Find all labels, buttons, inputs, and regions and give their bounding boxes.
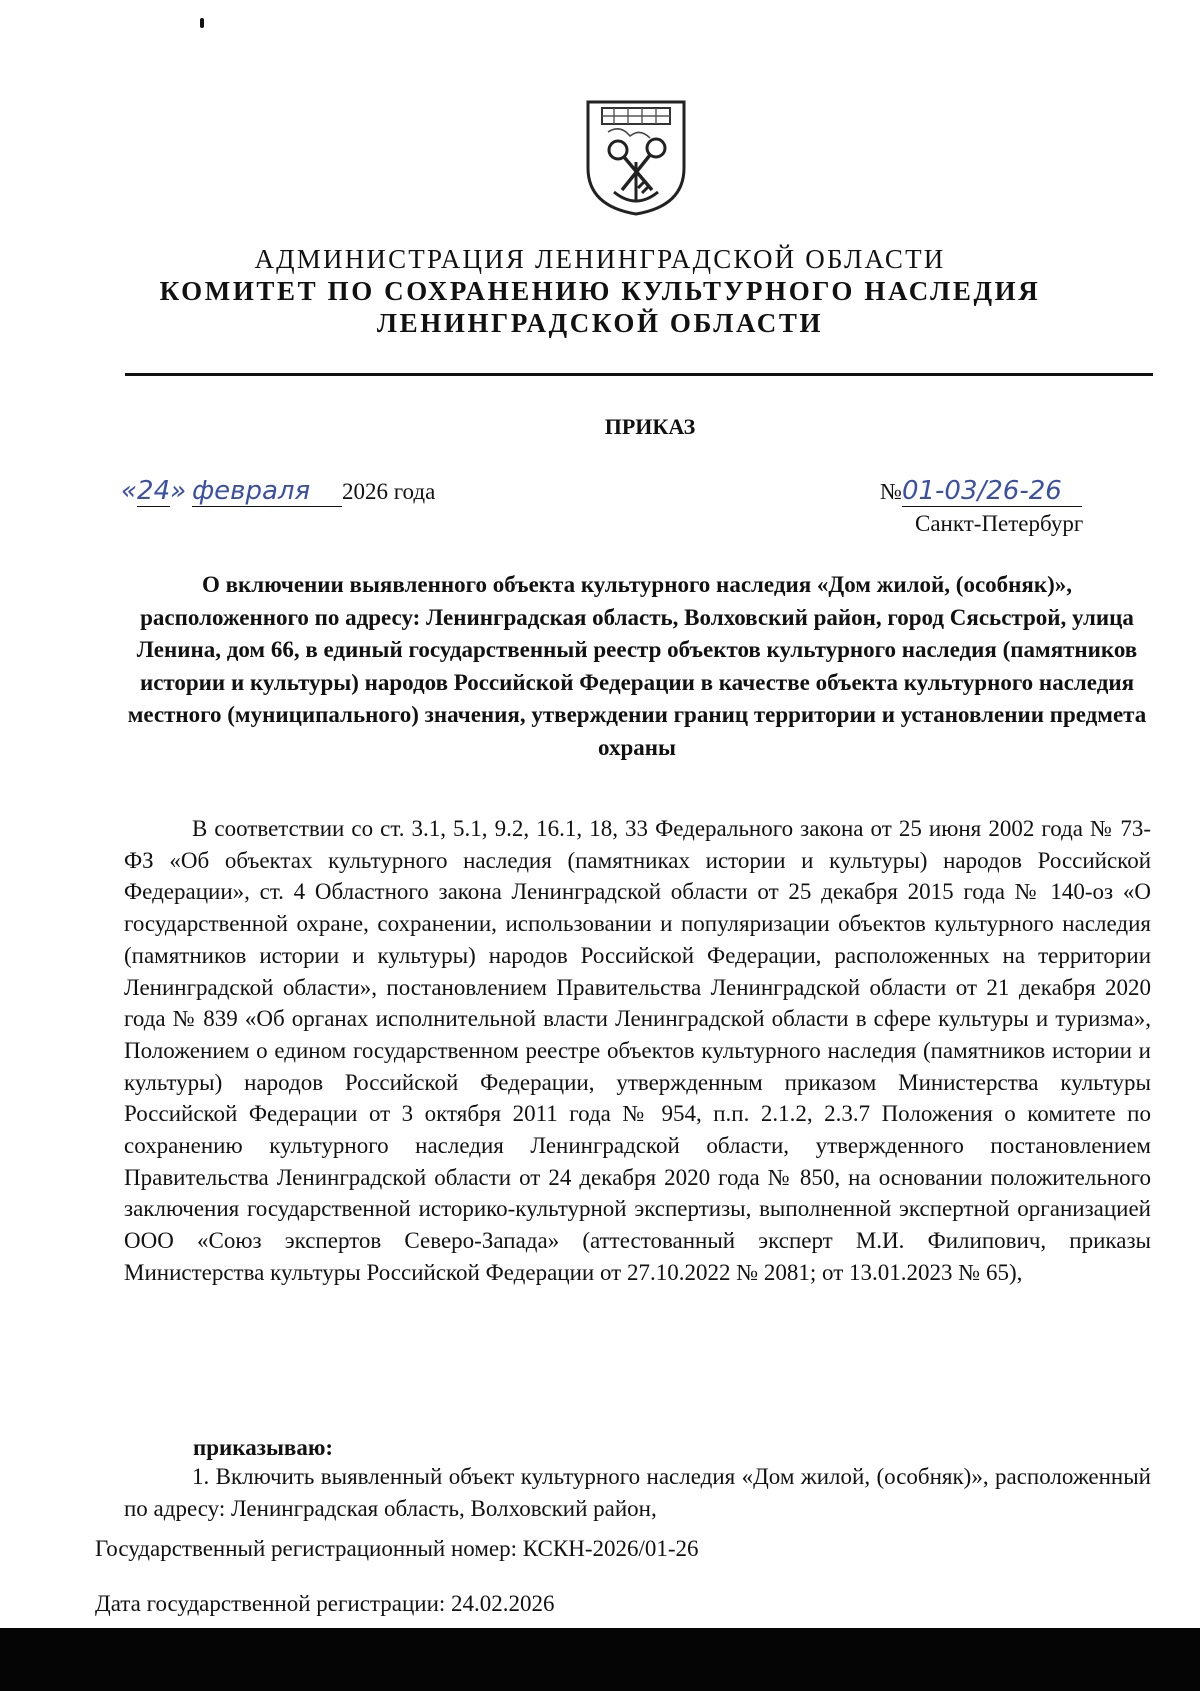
registration-number: Государственный регистрационный номер: КСКН-2026/01-26 <box>95 1536 699 1561</box>
number-value: 01-03/26-26 <box>902 476 1082 507</box>
date-year: 2026 года <box>341 479 436 504</box>
registration-date: Дата государственной регистрации: 24.02.2026 <box>95 1591 555 1616</box>
committee-title: КОМИТЕТ ПО СОХРАНЕНИЮ КУЛЬТУРНОГО НАСЛЕДИЯ <box>159 276 1041 306</box>
document-body: В соответствии со ст. 3.1, 5.1, 9.2, 16.1, 18, 33 Федерального закона от 25 июня 2002 года № 73-ФЗ «Об объектах культурного наследия (памятниках истории и культуры) народов Российской Федерации», ст. 4 Областного закона Ленинградской области от 25 декабря 2015 года № 140-оз «О государственной охране, сохранении, использовании и популяризации объектов культурного наследия (памятников истории и культуры) народов Российской Федерации, расположенных на территории Ленинградской области», постановлением Правительства Ленинградской области от 21 декабря 2020 года № 839 «Об органах исполнительной власти Ленинградской области в сфере культуры и туризма», Положением о едином государственном реестре объектов культурного наследия (памятников истории и культуры) народов Российской Федерации, утвержденным приказом Министерства культуры Российской Федерации от 3 октября 2011 года № 954, п.п. 2.1.2, 2.3.7 Положения о комитете по сохранению культурного наследия Ленинградской области, утвержденного постановлением Правительства Ленинградской области от 24 декабря 2020 года № 850, на основании положительного заключения государственной историко-культурной экспертизы, выполненной экспертной организацией ООО «Союз экспертов Северо-Запада» (аттестованный эксперт М.И. Филипович, приказы Министерства культуры Российской Федерации от 27.10.2022 № 2081; от 13.01.2023 № 65), <box>124 816 1151 1285</box>
document-type: ПРИКАЗ <box>604 414 696 439</box>
date-close-quote: » <box>170 476 187 506</box>
administration-title: АДМИНИСТРАЦИЯ ЛЕНИНГРАДСКОЙ ОБЛАСТИ <box>254 244 946 274</box>
scan-speck <box>200 18 204 28</box>
header-divider <box>125 373 1153 376</box>
document-number <box>880 476 1082 507</box>
date-month: февраля <box>192 476 342 507</box>
order-point-1: 1. Включить выявленный объект культурного наследия «Дом жилой, (особняк)», расположенный по адресу: Ленинградская область, Волховский район, <box>124 1464 1151 1521</box>
number-prefix: № <box>880 479 902 504</box>
document-date <box>121 476 435 507</box>
scan-bottom-border <box>0 1628 1200 1691</box>
document-city: Санкт-Петербург <box>915 511 1084 536</box>
document-subject: О включении выявленного объекта культурного наследия «Дом жилой, (особняк)», расположенного по адресу: Ленинградская область, Волховский район, город Сясьстрой, улица Ленина, дом 66, в единый государственный реестр объектов культурного наследия (памятников истории и культуры) народов Российской Федерации в качестве объекта культурного наследия местного (муниципального) значения, утверждении границ территории и установлении предмета охраны <box>127 572 1147 760</box>
committee-region: ЛЕНИНГРАДСКОЙ ОБЛАСТИ <box>376 308 824 338</box>
order-word: приказываю: <box>193 1435 334 1460</box>
date-open-quote: « <box>121 476 138 506</box>
date-day: 24 <box>137 476 171 506</box>
coat-of-arms-icon <box>584 98 688 218</box>
